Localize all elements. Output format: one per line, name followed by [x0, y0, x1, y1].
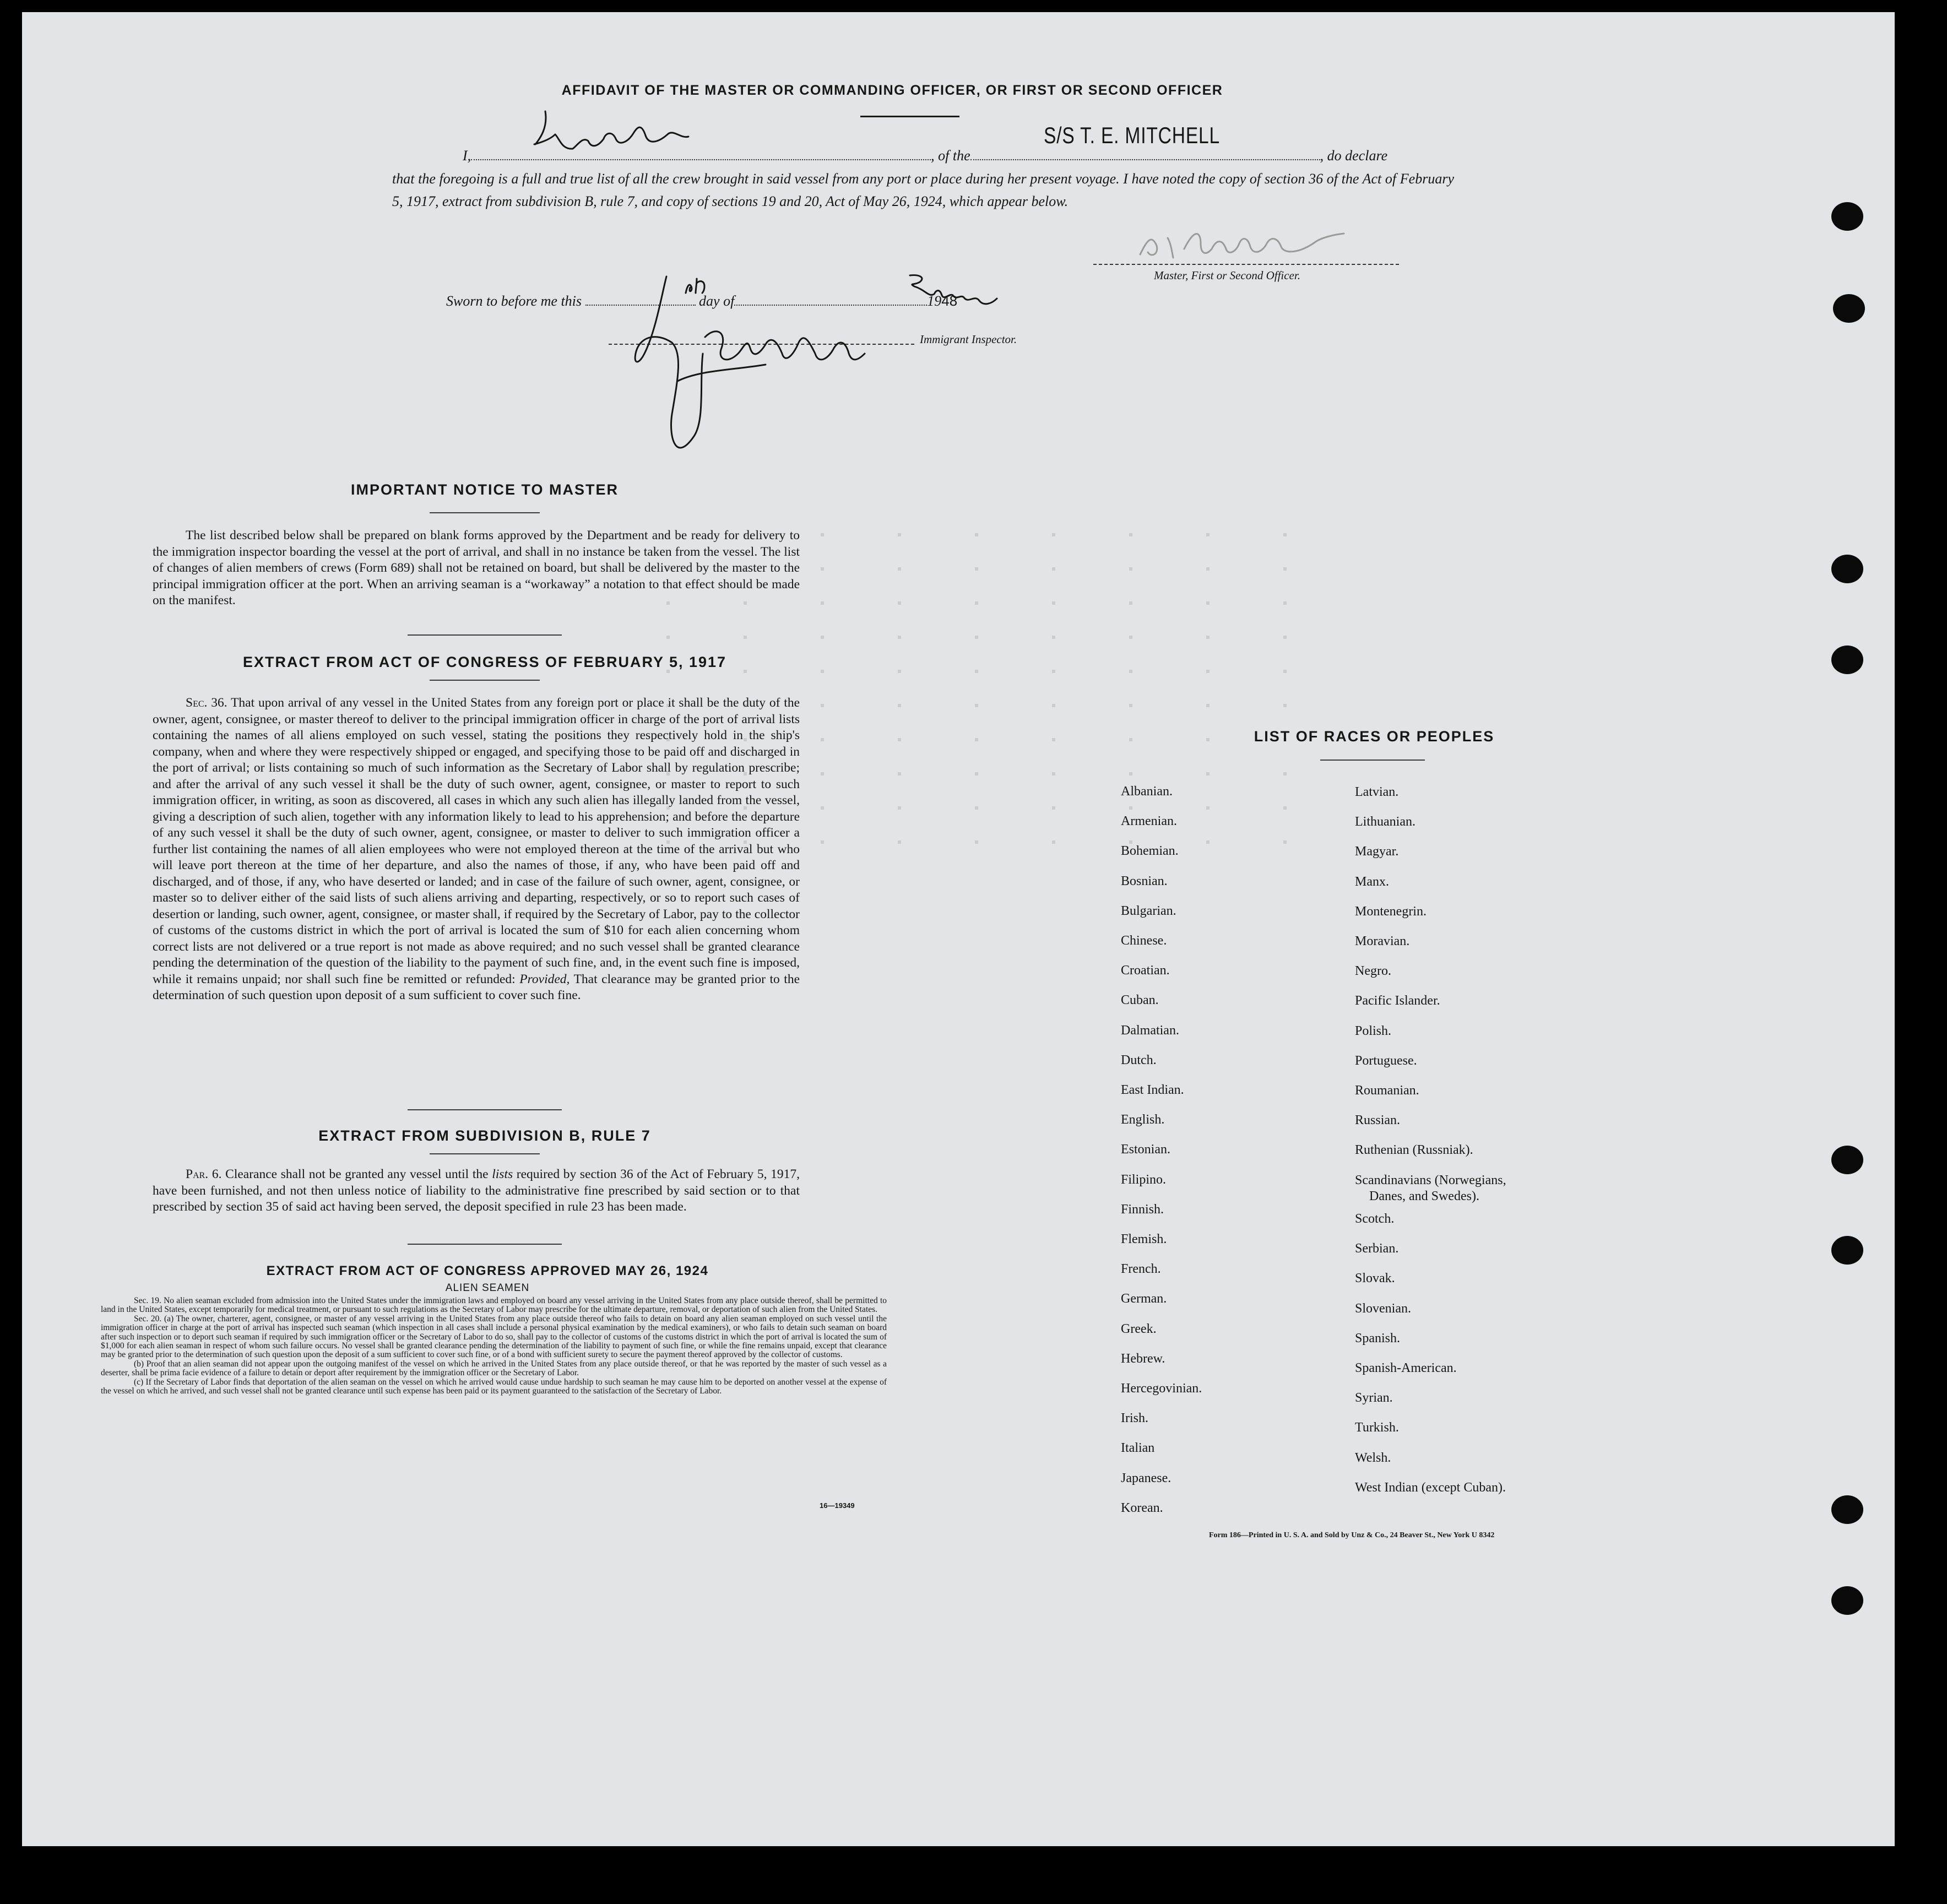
handwritten-master — [523, 106, 699, 172]
races-rule — [1320, 760, 1425, 761]
race-item: Cuban. — [1121, 993, 1159, 1008]
binder-hole — [1831, 645, 1863, 674]
race-item: Polish. — [1355, 1023, 1392, 1038]
race-item: Finnish. — [1121, 1202, 1164, 1217]
race-item: Lithuanian. — [1355, 815, 1415, 829]
title-rule — [860, 116, 959, 117]
race-item: Korean. — [1121, 1500, 1163, 1515]
races-title: LIST OF RACES OR PEOPLES — [1254, 728, 1495, 745]
race-item: Latvian. — [1355, 785, 1399, 799]
sec-20b: (b) Proof that an alien seaman did not appear upon the outgoing manifest of the vessel on which he arrived in the United States from any place outside thereof, or that he was reported by the master of such vessel as a deserter, shall be prima facie evidence of a failure to detain or deport after requirement by the immigration officer or the Secretary of Labor. — [101, 1359, 887, 1378]
race-item: Syrian. — [1355, 1391, 1393, 1406]
race-item: Flemish. — [1121, 1232, 1167, 1246]
extract-1924-subtitle: ALIEN SEAMEN — [445, 1282, 530, 1294]
inspector-label: Immigrant Inspector. — [920, 333, 1017, 346]
extract-1917-rule — [430, 680, 540, 681]
sworn-line: Sworn to before me this day of 1948 — [446, 290, 1162, 312]
race-item: Roumanian. — [1355, 1083, 1419, 1098]
binder-hole — [1833, 294, 1865, 323]
race-item: Hebrew. — [1121, 1351, 1165, 1366]
race-item: Greek. — [1121, 1321, 1157, 1336]
affidavit-declaration: that the foregoing is a full and true list of all the crew brought in said vessel from any port or place during her present voyage. I have noted the copy of section 36 of the Act of February 5, 1917, extract from subdivision B, rule 7, and copy of sections 19 and 20, Act of May 26, 1924, which appear below. — [392, 171, 1454, 209]
extract-rule7-title: EXTRACT FROM SUBDIVISION B, RULE 7 — [318, 1127, 651, 1144]
race-item: Scotch. — [1355, 1212, 1395, 1227]
notice-text: The list described below shall be prepared on blank forms approved by the Department and be ready for delivery to the immigration inspector boarding the vessel at the port of arrival, and shall in no instance be taken from the vessel. The list of changes of alien members of crews (Form 689) shall not be retained on board, but shall be delivered by the master to the principal immigration officer at the port. When an arriving seaman is a “workaway” a notation to that effect should be made on the manifest. — [153, 528, 800, 607]
extract-rule7-rule — [430, 1153, 540, 1154]
affidavit-title: AFFIDAVIT OF THE MASTER OR COMMANDING OFFICER, OR FIRST OR SECOND OFFICER — [561, 83, 1223, 98]
handwritten-month — [903, 270, 1002, 314]
race-item: Japanese. — [1121, 1471, 1172, 1485]
race-item: Filipino. — [1121, 1172, 1167, 1187]
race-item: Hercegovinian. — [1121, 1381, 1202, 1396]
extract-1917-text: Sec. 36. That upon arrival of any vessel in the United States from any foreign port or place it shall be the duty of the owner, agent, consignee, or master thereof to deliver to the principal immigration officer in charge of the port of arrival lists containing the names of all aliens employed on such vessel, stating the positions they respectively hold in the ship's company, when and where they were respectively shipped or engaged, and specifying those to be paid off and discharged in the port of arrival; or lists containing so much of such information as the Secretary of Labor shall by regulation prescribe; and after the arrival of any such vessel it shall be the duty of such owner, agent, consignee, or master to report to such immigration officer, in writing, as soon as discovered, all cases in which any such alien has illegally landed from the vessel, giving a description of such alien, together with any information likely to lead to his apprehension; and before the departure of any such vessel it shall be the duty of such owner, agent, consignee, or master to deliver to such immigration officer a further list containing the names of all alien employees who were not employed thereon at the time of the arrival but who will leave port thereon at the time of her departure, and also the names of those, if any, who have been paid off and discharged, and of those, if any, who have deserted or landed; and in case of the failure of such owner, agent, consignee, or master so to deliver either of the said lists of such aliens arriving and departing, respectively, or so to report such cases of desertion or landing, such owner, agent, consignee, or master shall, if required by the Secretary of Labor, pay to the collector of customs of the customs district in which the port of arrival is located the sum of $10 for each alien concerning whom correct lists are not delivered or a true report is not made as above required; and no such vessel shall be granted clearance pending the determination of the question of the liability to the payment of such fine, and, in the event such fine is imposed, while it remains unpaid; nor shall such fine be remitted or refunded: Provided, That clearance may be granted prior to the determination of such question upon deposit of a sum sufficient to cover such fine. — [153, 696, 800, 1002]
race-item: Albanian. — [1121, 784, 1173, 799]
binder-hole — [1831, 1146, 1863, 1174]
binder-hole — [1831, 1495, 1863, 1524]
race-item: Bohemian. — [1121, 844, 1179, 859]
vessel-name-stamp: S/S T. E. MITCHELL — [1044, 122, 1220, 148]
notice-end-rule — [408, 634, 562, 636]
race-item: Bulgarian. — [1121, 903, 1176, 918]
race-item: Armenian. — [1121, 814, 1177, 829]
form-sheet — [22, 12, 1895, 1846]
race-item: Negro. — [1355, 964, 1391, 979]
sec-19: Sec. 19. No alien seaman excluded from admission into the United States under the immigration laws and employed on board any vessel arriving in the United States from any place outside thereof, shall be permitted to land in the United States, except temporarily for medical treatment, or pursuant to such regulations as the Secretary of Labor may prescribe for the ultimate departure, removal, or deportation of such alien from the United States. — [101, 1296, 887, 1315]
race-item: West Indian (except Cuban). — [1355, 1480, 1506, 1495]
race-item: Turkish. — [1355, 1420, 1399, 1435]
master-label: Master, First or Second Officer. — [1154, 269, 1300, 282]
sec-20a: Sec. 20. (a) The owner, charterer, agent, consignee, or master of any vessel arriving in the United States from any place outside thereof who fails to detain on board any alien seaman employed on such vessel until the immigration officer in charge at the port of arrival has inspected such seaman (which inspection in all cases shall include a personal physical examination by the medical examiners), or who fails to detain such seaman on board after such inspection or to deport such seaman if required by such immigration officer or the Secretary of Labor to do so, shall pay to the collector of customs of the customs district in which the port of arrival is located the sum of $1,000 for each alien seaman in respect of whom such failure occurs. No vessel shall be granted clearance pending the determination of the liability to payment of such fine, or while the fine remains unpaid, except that clearance may be granted prior to the determination of such question upon the deposit of a sum sufficient to cover such fine, or of a bond with sufficient surety to secure the payment thereof approved by the collector of customs. — [101, 1314, 887, 1360]
race-item: Spanish. — [1355, 1331, 1401, 1346]
race-item: Scandinavians (Norwegians, Danes, and Swedes). — [1355, 1173, 1506, 1203]
race-item: Bosnian. — [1121, 874, 1168, 888]
race-item: Pacific Islander. — [1355, 994, 1440, 1008]
race-item: Estonian. — [1121, 1142, 1170, 1157]
race-item: Croatian. — [1121, 963, 1170, 978]
race-item: Irish. — [1121, 1411, 1148, 1426]
race-item: Serbian. — [1355, 1241, 1399, 1256]
race-item: Manx. — [1355, 874, 1389, 889]
notice-title: IMPORTANT NOTICE TO MASTER — [351, 481, 619, 498]
extract-1917-title: EXTRACT FROM ACT OF CONGRESS OF FEBRUARY 5, 1917 — [242, 654, 727, 670]
binder-hole — [1831, 202, 1863, 231]
sec-20c: (c) If the Secretary of Labor finds that deportation of the alien seaman on the vessel on which he arrived would cause undue hardship to such seaman he may cause him to be deported on another vessel at the expense of the vessel on which he arrived, and such vessel shall not be granted clearance until such expense has been paid or its payment guaranteed to the satisfaction of the Secretary of Labor. — [101, 1377, 887, 1396]
race-item: Moravian. — [1355, 934, 1410, 948]
race-item: Portuguese. — [1355, 1053, 1417, 1068]
extract-1924-text — [101, 1297, 887, 1396]
race-item: English. — [1121, 1113, 1165, 1127]
race-item: Welsh. — [1355, 1450, 1391, 1465]
race-item: Slovak. — [1355, 1271, 1395, 1286]
race-item: Magyar. — [1355, 844, 1399, 859]
race-item: Slovenian. — [1355, 1301, 1411, 1316]
race-item: Russian. — [1355, 1113, 1401, 1128]
inspector-signature — [622, 271, 909, 469]
extract-rule7-end-rule — [408, 1244, 562, 1245]
race-item: Spanish-American. — [1355, 1361, 1457, 1376]
race-item: East Indian. — [1121, 1083, 1184, 1097]
form-footer: Form 186—Printed in U. S. A. and Sold by Unz & Co., 24 Beaver St., New York U 8342 — [1209, 1531, 1495, 1539]
print-code: 16—19349 — [820, 1501, 855, 1510]
race-item: German. — [1121, 1292, 1167, 1306]
binder-hole — [1831, 1586, 1863, 1615]
master-signature — [1118, 221, 1349, 265]
affidavit-line-1: I, , of the , do declare — [463, 144, 1454, 167]
binder-hole — [1831, 555, 1863, 583]
race-item: Chinese. — [1121, 934, 1167, 948]
notice-rule — [430, 512, 540, 513]
race-item: French. — [1121, 1262, 1161, 1277]
race-item: Montenegrin. — [1355, 904, 1427, 919]
extract-rule7-text: Par. 6. Clearance shall not be granted any vessel until the lists required by section 36 of the Act of February 5, 1917, have been furnished, and not then unless notice of liability to the administrative fine prescribed by said section or to that prescribed by section 35 of said act having been served, the deposit specified in rule 23 has been made. — [153, 1167, 800, 1214]
binder-hole — [1831, 1236, 1863, 1265]
race-item: Italian — [1121, 1441, 1155, 1456]
race-item: Dalmatian. — [1121, 1023, 1179, 1038]
race-item: Dutch. — [1121, 1053, 1157, 1067]
race-item: Ruthenian (Russniak). — [1355, 1143, 1473, 1158]
extract-1917-end-rule — [408, 1109, 562, 1110]
extract-1924-title: EXTRACT FROM ACT OF CONGRESS APPROVED MAY 26, 1924 — [266, 1263, 709, 1278]
